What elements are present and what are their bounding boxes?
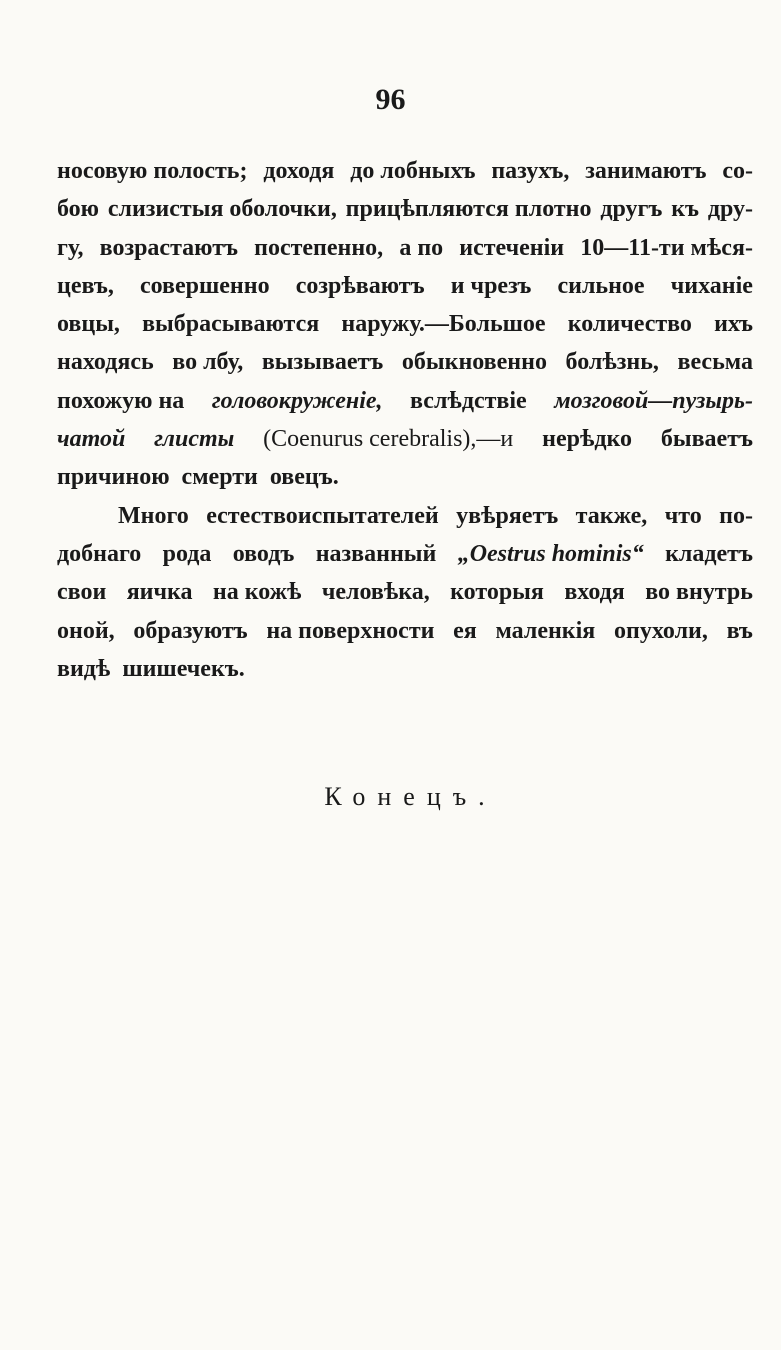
text-line: добнаго рода оводъ названный „Oestrus hominis“ кладетъ — [57, 540, 753, 567]
body-text — [57, 152, 753, 688]
text-line: видѣ шишечекъ. — [57, 655, 245, 682]
text-line: гу, возрастаютъ постепенно, а по истеченіи 10—11-ти мѣся- — [57, 234, 753, 261]
page-number: 96 — [375, 83, 406, 116]
text-line: цевъ, совершенно созрѣваютъ и чрезъ сильное чиханіе — [57, 272, 753, 299]
text-line: Много естествоиспытателей увѣряетъ также, что по- — [118, 502, 753, 529]
text-line: носовую полость; доходя до лобныхъ пазухъ, занимаютъ со- — [57, 158, 753, 184]
text-line: находясь во лбу, вызываетъ обыкновенно болѣзнь, весьма — [57, 349, 753, 376]
text-line: бою слизистыя оболочки, прицѣпляются плотно другъ къ дру- — [57, 196, 753, 223]
text-line: похожую на головокруженіе, вслѣдствіе мозговой—пузырь- — [57, 387, 753, 414]
text-line: причиною смерти овецъ. — [57, 464, 339, 491]
ending-text: Конецъ. — [324, 782, 497, 811]
text-line: свои яичка на кожѣ человѣка, которыя входя во внутрь — [57, 579, 753, 606]
text-line: чатой глисты (Coenurus cerebralis),—и нерѣдко бываетъ — [57, 426, 753, 453]
text-line: овцы, выбрасываются наружу.—Большое количество ихъ — [57, 311, 753, 338]
text-line: оной, образуютъ на поверхности ея маленкія опухоли, въ — [57, 617, 753, 644]
